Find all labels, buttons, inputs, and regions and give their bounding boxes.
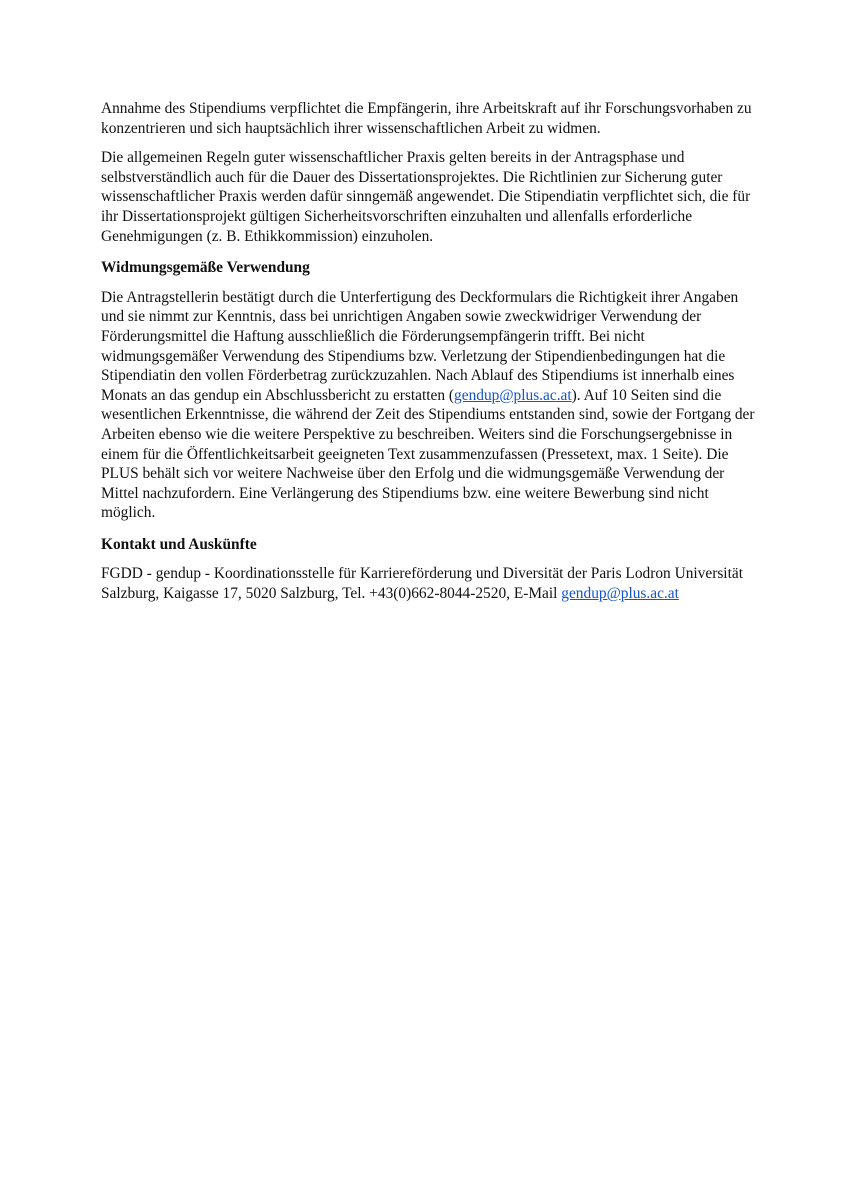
usage-text-after-link: ). Auf 10 Seiten sind die wesentlichen Erkenntnisse, die während der Zeit des Stipendiums entstanden sind, sowie der Fortgang der Arbeiten ebenso wie die weitere Perspektive zu beschreiben. Weiters sind die Forschungsergebnisse in einem für die Öffentlichkeitsarbeit geeigneten Text zusammenzufassen (Pressetext, max. 1 Seite). Die PLUS behält sich vor weitere Nachweise über den Erfolg und die widmungsgemäße Verwendung der Mittel nachzufordern. Eine Verlängerung des Stipendiums bzw. eine weitere Bewerbung sind nicht möglich. [101, 386, 755, 522]
contact-section-heading: Kontakt und Auskünfte [101, 535, 257, 553]
contact-text: FGDD - gendup - Koordinationsstelle für Karriereförderung und Diversität der Paris Lodron Universität Salzburg, Kaigasse 17, 5020 Salzburg, Tel. +43(0)662-8044-2520, E-Mail [101, 565, 743, 603]
report-email-link[interactable]: gendup@plus.ac.at [454, 386, 572, 404]
usage-paragraph [101, 288, 755, 523]
document-page [101, 99, 755, 614]
contact-email-link[interactable]: gendup@plus.ac.at [561, 585, 679, 603]
usage-text-before-link: Die Antragstellerin bestätigt durch die Unterfertigung des Deckformulars die Richtigkeit ihrer Angaben und sie nimmt zur Kenntnis, dass bei unrichtigen Angaben sowie zweckwidriger Verwendung der Förderungsmittel die Haftung ausschließlich die Förderungsempfängerin trifft. Bei nicht widmungsgemäßer Verwendung des Stipendiums bzw. Verletzung der Stipendienbedingungen hat die Stipendiatin den vollen Förderbetrag zurückzuzahlen. Nach Ablauf des Stipendiums ist innerhalb eines Monats an das gendup ein Abschlussbericht zu erstatten ( [101, 288, 739, 404]
usage-section-heading: Widmungsgemäße Verwendung [101, 259, 310, 277]
good-practice-paragraph: Die allgemeinen Regeln guter wissenschaftlicher Praxis gelten bereits in der Antragsphase und selbstverständlich auch für die Dauer des Dissertationsprojektes. Die Richtlinien zur Sicherung guter wissenschaftlicher Praxis werden dafür sinngemäß angewendet. Die Stipendiatin verpflichtet sich, die für ihr Dissertationsprojekt gültigen Sicherheitsvorschriften einzuhalten und allenfalls erforderliche Genehmigungen (z. B. Ethikkommission) einzuholen. [101, 149, 751, 245]
intro-paragraph: Annahme des Stipendiums verpflichtet die Empfängerin, ihre Arbeitskraft auf ihr Forschungsvorhaben zu konzentrieren und sich hauptsächlich ihrer wissenschaftlichen Arbeit zu widmen. [101, 100, 752, 137]
contact-paragraph [101, 564, 755, 603]
